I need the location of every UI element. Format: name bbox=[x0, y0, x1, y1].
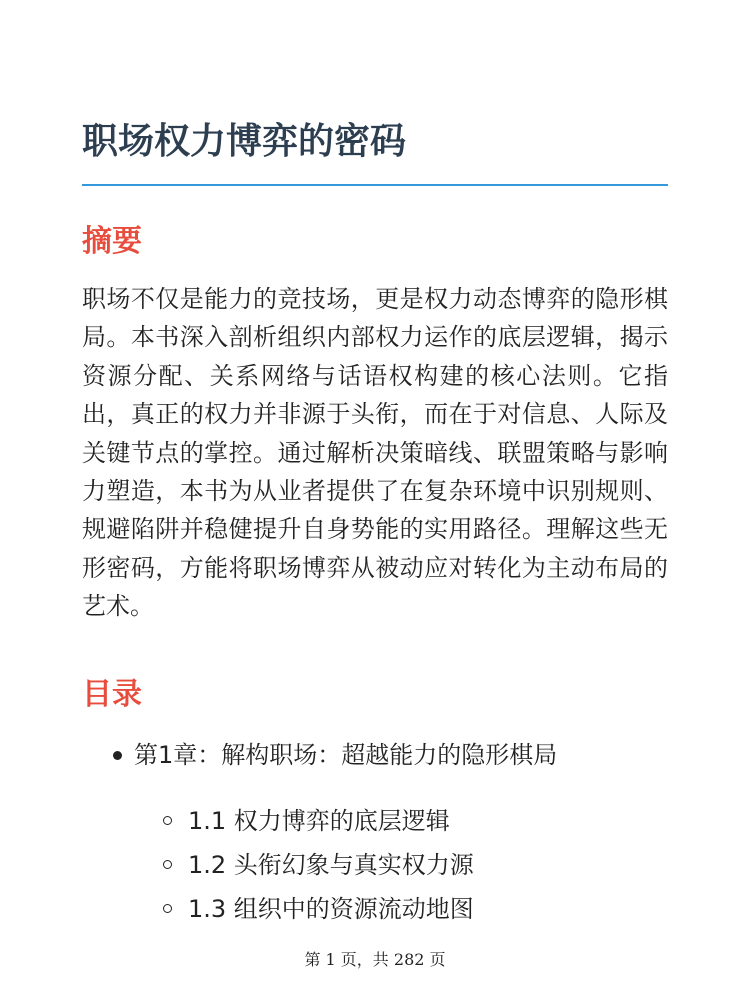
toc-chapter-item bbox=[0, 734, 750, 776]
toc-section-item bbox=[0, 800, 750, 844]
circle-bullet-icon bbox=[163, 860, 172, 869]
toc-section-label: 1.3 组织中的资源流动地图 bbox=[188, 895, 474, 923]
circle-bullet-icon bbox=[163, 904, 172, 913]
toc-section-item bbox=[0, 844, 750, 888]
title-divider bbox=[82, 184, 668, 186]
circle-bullet-icon bbox=[163, 816, 172, 825]
toc-section-item bbox=[0, 888, 750, 932]
page-footer: 第 1 页，共 282 页 bbox=[304, 950, 446, 969]
toc-heading: 目录 bbox=[82, 677, 142, 712]
toc-section-label: 1.2 头衔幻象与真实权力源 bbox=[188, 851, 474, 879]
disc-bullet-icon bbox=[113, 751, 122, 760]
toc-list bbox=[0, 734, 750, 934]
toc-chapter-label: 第1章：解构职场：超越能力的隐形棋局 bbox=[134, 741, 558, 769]
document-title: 职场权力博弈的密码 bbox=[82, 121, 407, 162]
toc-section-list bbox=[0, 800, 750, 934]
toc-section-label: 1.1 权力博弈的底层逻辑 bbox=[188, 807, 450, 835]
abstract-body: 职场不仅是能力的竞技场，更是权力动态博弈的隐形棋局。本书深入剖析组织内部权力运作的底层逻辑，揭示资源分配、关系网络与话语权构建的核心法则。它指出，真正的权力并非源于头衔，而在于对信息、人际及关键节点的掌控。通过解析决策暗线、联盟策略与影响力塑造，本书为从业者提供了在复杂环境中识别规则、规避陷阱并稳健提升自身势能的实用路径。理解这些无形密码，方能将职场博弈从被动应对转化为主动布局的艺术。 bbox=[82, 285, 668, 621]
abstract-heading: 摘要 bbox=[82, 224, 142, 259]
